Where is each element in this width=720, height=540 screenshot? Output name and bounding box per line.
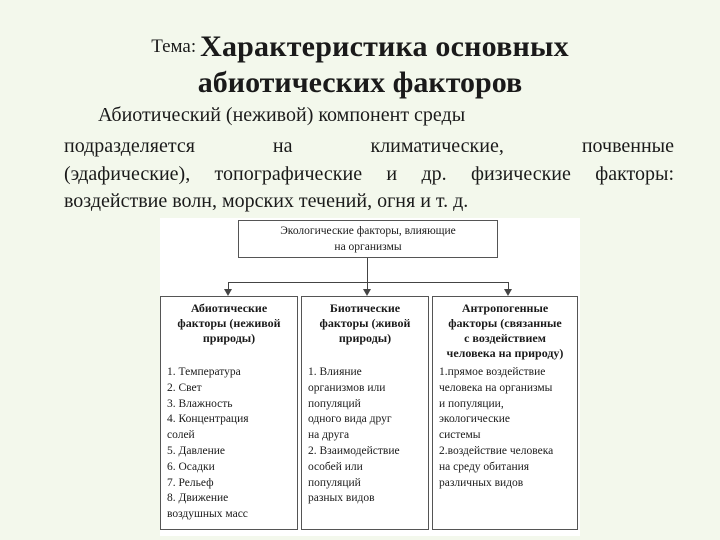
list-item: 1.прямое воздействие — [439, 366, 546, 378]
title-line-1: Характеристика основных — [200, 30, 569, 63]
list-item: популяций — [308, 397, 361, 410]
diagram-root-box — [238, 220, 498, 258]
list-item: системы — [439, 429, 481, 442]
list-item: и популяции, — [439, 397, 504, 410]
list-item: 2.воздействие человека — [439, 444, 554, 457]
list-item: 2. Свет — [167, 381, 202, 394]
column-biotic — [301, 296, 429, 530]
arrow-right — [504, 289, 512, 296]
slide-title — [0, 30, 720, 64]
list-item: 7. Рельеф — [167, 476, 214, 489]
intro-line-1: Абиотический (неживой) компонент среды — [98, 104, 466, 126]
list-item: солей — [167, 429, 195, 442]
title-line-2: абиотических факторов — [197, 66, 523, 99]
column-biotic-list — [302, 359, 428, 507]
list-item: организмов или — [308, 381, 386, 394]
list-item: на друга — [308, 429, 350, 442]
list-item: 1. Температура — [167, 366, 241, 378]
title-label: Тема: — [151, 36, 197, 57]
column-anthropogenic-list — [433, 359, 577, 491]
list-item: 3. Влажность — [167, 397, 233, 410]
root-line: Экологические факторы, влияющие — [280, 225, 456, 237]
list-item: экологические — [439, 413, 511, 426]
column-anthropogenic-head: Антропогенные факторы (связанные с воздействием человека на природу) — [446, 301, 564, 360]
connector-vertical — [367, 258, 368, 282]
column-anthropogenic — [432, 296, 578, 530]
factors-diagram — [160, 218, 580, 536]
list-item: 4. Концентрация — [167, 413, 249, 426]
list-item: 5. Давление — [167, 444, 225, 457]
list-item: различных видов — [439, 476, 524, 489]
column-abiotic-list — [161, 359, 297, 523]
intro-line-2: подразделяется на климатические, почвенные — [64, 135, 674, 157]
column-biotic-head: Биотические факторы (живой природы) — [319, 301, 411, 345]
column-abiotic — [160, 296, 298, 530]
list-item: 8. Движение — [167, 492, 229, 505]
list-item: 2. Взаимодействие — [308, 444, 400, 457]
list-item: разных видов — [308, 492, 375, 505]
list-item: 6. Осадки — [167, 460, 215, 473]
list-item: 1. Влияние — [308, 366, 362, 378]
list-item: одного вида друг — [308, 413, 392, 426]
list-item: особей или — [308, 460, 363, 473]
intro-line-4: воздействие волн, морских течений, огня и т. д. — [64, 190, 469, 212]
list-item: на среду обитания — [439, 460, 530, 473]
arrow-middle — [363, 289, 371, 296]
intro-line-3: (эдафические), топографические и др. физические факторы: — [64, 163, 674, 185]
arrow-left — [224, 289, 232, 296]
root-line: на организмы — [334, 241, 402, 253]
list-item: воздушных масс — [167, 508, 248, 521]
column-abiotic-head: Абиотические факторы (неживой природы) — [177, 301, 281, 345]
list-item: человека на организмы — [439, 381, 553, 394]
list-item: популяций — [308, 476, 361, 489]
connector-horizontal — [228, 282, 508, 283]
